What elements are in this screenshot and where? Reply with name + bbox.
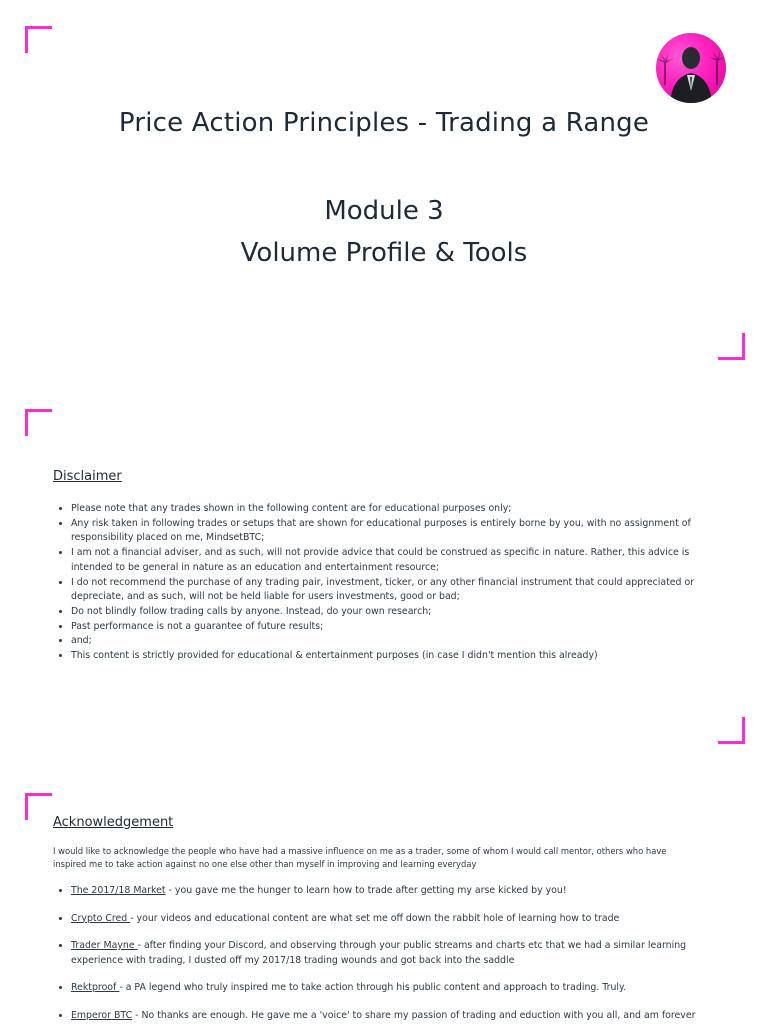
acknowledgement-text: - your videos and educational content are what set me off down the rabbit hole of learning how to trade: [130, 912, 620, 924]
disclaimer-item: • I do not recommend the purchase of any trading pair, investment, ticker, or any other financial instrument that could appreciated or depreciate, and as such, will not be held liable for users investments, good or bad;: [71, 576, 711, 605]
acknowledgement-intro: I would like to acknowledge the people who have had a massive influence on me as a trader, some of whom I would call mentor, others who have inspired me to take action against no one else other than myself in improving and learning everyday: [53, 846, 667, 869]
acknowledgement-text: - after finding your Discord, and observing through your public streams and charts etc that we had a similar learning experience with trading, I dusted off my 2017/18 trading wounds and got back into the saddle: [71, 940, 687, 966]
disclaimer-item: • Past performance is not a guarantee of future results;: [71, 620, 711, 635]
avatar-portrait-icon: [656, 33, 726, 103]
acknowledgement-text: - you gave me the hunger to learn how to trade after getting my arse kicked by you!: [165, 885, 567, 896]
acknowledgement-item: [71, 981, 711, 996]
disclaimer-item: • Any risk taken in following trades or setups that are shown for educational purposes is entirely borne by you, with no assignment of responsibility placed on me, MindsetBTC;: [71, 517, 711, 546]
acknowledgement-heading: Acknowledgement: [53, 815, 174, 830]
disclaimer-item: • This content is strictly provided for educational & entertainment purposes (in case I didn't mention this already): [71, 649, 711, 664]
disclaimer-list: [53, 502, 711, 664]
acknowledgement-link[interactable]: Crypto Cred: [71, 912, 131, 924]
acknowledgement-text: - No thanks are enough. He gave me a 'voice' to share my passion of trading and eduction with you all, and am forever: [132, 1009, 696, 1021]
corner-bracket-top-left-3: [25, 793, 52, 820]
acknowledgement-item: [71, 939, 711, 968]
acknowledgement-item: [71, 912, 711, 927]
corner-bracket-top-left-2: [25, 409, 52, 436]
acknowledgement-item: [71, 1009, 711, 1024]
disclaimer-item: • and;: [71, 634, 711, 649]
acknowledgement-link[interactable]: Emperor BTC: [71, 1009, 133, 1021]
disclaimer-item: • I am not a financial adviser, and as such, will not provide advice that could be construed as specific in nature. Rather, this advice is intended to be general in nature as an education and entertainment resource;: [71, 546, 711, 575]
acknowledgement-list: [53, 884, 711, 1036]
disclaimer-heading: Disclaimer: [53, 469, 122, 484]
acknowledgement-item: [71, 884, 711, 899]
corner-bracket-top-left-1: [25, 26, 52, 53]
disclaimer-item: • Do not blindly follow trading calls by anyone. Instead, do your own research;: [71, 605, 711, 620]
acknowledgement-link[interactable]: The 2017/18 Market: [71, 885, 166, 896]
acknowledgement-link[interactable]: Trader Mayne: [71, 940, 138, 951]
corner-bracket-bottom-right-2: [718, 717, 745, 744]
corner-bracket-bottom-right-1: [718, 333, 745, 360]
module-subtitle: Volume Profile & Tools: [240, 238, 528, 268]
module-number: Module 3: [324, 196, 444, 226]
acknowledgement-text: - a PA legend who truly inspired me to take action through his public content and approach to trading. Truly.: [119, 982, 627, 993]
document-title: Price Action Principles - Trading a Range: [118, 108, 650, 138]
disclaimer-item: • Please note that any trades shown in the following content are for educational purposes only;: [71, 502, 711, 517]
author-avatar: [656, 33, 726, 103]
acknowledgement-link[interactable]: Rektproof: [71, 982, 120, 993]
